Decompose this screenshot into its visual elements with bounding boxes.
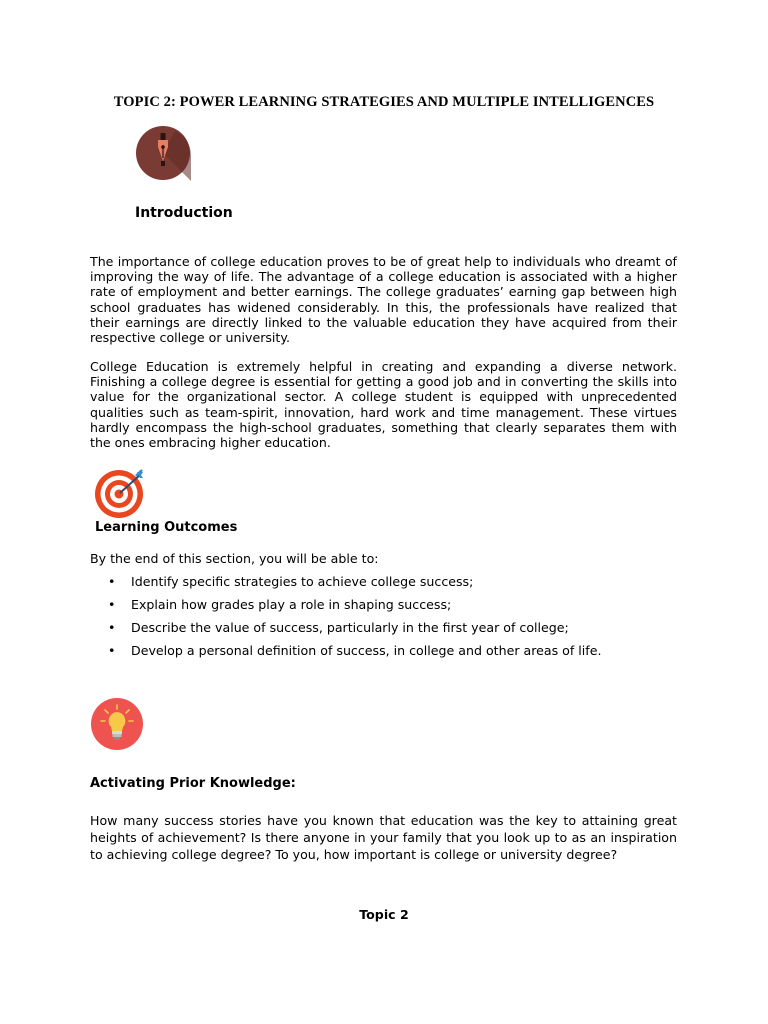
bullet: • — [108, 620, 116, 635]
pen-nib-icon — [135, 125, 191, 181]
list-item — [108, 642, 601, 665]
lightbulb-icon — [90, 697, 144, 751]
page-title: TOPIC 2: POWER LEARNING STRATEGIES AND MULTIPLE INTELLIGENCES — [113, 94, 655, 110]
learning-outcomes-list — [108, 573, 601, 665]
list-item-text: Identify specific strategies to achieve college success; — [131, 574, 474, 589]
introduction-paragraph: The importance of college education proves to be of great help to individuals who dreamt of improving the way of life. The advantage of a college education is associated with a higher rate of employment and better earnings. The college graduates’ earning gap between high school graduates has widened considerably. In this, the professionals have realized that their earnings are directly linked to the valuable education they have acquired from their respective college or university. — [90, 254, 677, 346]
list-item — [108, 573, 601, 596]
prior-knowledge-paragraph: How many success stories have you known that education was the key to attaining great heights of achievement? Is there anyone in your family that you look up to as an inspiration to achieving college degree? To you, how important is college or university degree? — [90, 813, 677, 862]
prior-knowledge-heading: Activating Prior Knowledge: — [90, 776, 296, 791]
list-item — [108, 619, 601, 642]
list-item-text: Describe the value of success, particularly in the first year of college; — [131, 620, 569, 635]
list-item-text: Explain how grades play a role in shaping success; — [131, 597, 452, 612]
bullet: • — [108, 597, 116, 612]
learning-outcomes-heading: Learning Outcomes — [95, 520, 238, 535]
introduction-heading: Introduction — [135, 205, 233, 221]
page-footer: Topic 2 — [359, 907, 409, 922]
target-icon — [94, 467, 148, 521]
bullet: • — [108, 574, 116, 589]
introduction-paragraph: College Education is extremely helpful in creating and expanding a diverse network. Finishing a college degree is essential for getting a good job and in converting the skills into value for the organizational sector. A college student is equipped with unprecedented qualities such as team-spirit, innovation, hard work and time management. These virtues hardly encompass the high-school graduates, something that clearly separates them with the ones embracing higher education. — [90, 359, 677, 451]
list-item — [108, 596, 601, 619]
learning-outcomes-lead-in: By the end of this section, you will be able to: — [90, 551, 379, 566]
bullet: • — [108, 643, 116, 658]
list-item-text: Develop a personal definition of success, in college and other areas of life. — [131, 643, 602, 658]
